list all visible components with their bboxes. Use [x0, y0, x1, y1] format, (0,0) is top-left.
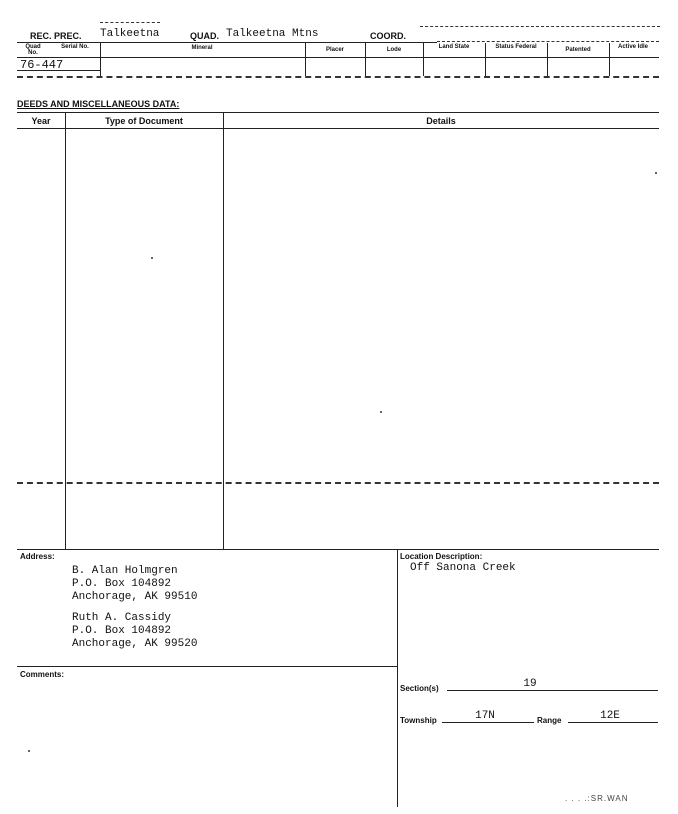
col-status-federal: Status Federal — [495, 44, 537, 50]
col-patented: Patented — [565, 47, 591, 53]
range-value: 12E — [600, 710, 620, 722]
status-divider — [485, 43, 486, 76]
owner-1-city: Anchorage, AK 99510 — [72, 591, 198, 603]
deeds-top-rule — [17, 112, 659, 113]
quad-label: QUAD. — [190, 31, 219, 41]
col-land-state: Land State — [438, 44, 470, 50]
scan-speck — [151, 257, 153, 259]
col-active-idle: Active Idle — [617, 44, 648, 50]
comments-label: Comments: — [20, 670, 65, 679]
section-label: Section(s) — [400, 684, 439, 693]
deeds-header-rule — [17, 128, 659, 129]
col-year: Year — [31, 116, 51, 126]
owner-2-city: Anchorage, AK 99520 — [72, 638, 198, 650]
location-description-value: Off Sanona Creek — [410, 562, 516, 574]
col-mineral: Mineral — [191, 45, 213, 51]
location-description-label: Location Description: — [400, 552, 483, 561]
deeds-divider-year — [65, 112, 66, 550]
address-location-divider — [397, 549, 398, 807]
top-scan-mark-right — [420, 26, 660, 27]
owner-2-name: Ruth A. Cassidy — [72, 612, 172, 624]
top-scan-mark — [100, 22, 160, 23]
quad-value: Talkeetna Mtns — [226, 28, 319, 40]
header-rule — [17, 42, 437, 43]
scan-speck — [655, 172, 657, 174]
range-line — [568, 722, 658, 723]
col-placer: Placer — [325, 47, 344, 53]
owner-1-street: P.O. Box 104892 — [72, 578, 172, 590]
range-label: Range — [537, 716, 562, 725]
status-divider — [365, 43, 366, 76]
col-quad-no: Quad No. — [25, 44, 41, 56]
address-top-rule — [17, 549, 659, 550]
scan-speck — [28, 750, 30, 752]
quad-underline — [17, 70, 100, 71]
deeds-dashed-rule — [17, 482, 659, 484]
owner-2-street: P.O. Box 104892 — [72, 625, 172, 637]
rec-prec-value: Talkeetna — [100, 28, 160, 40]
township-label: Township — [400, 716, 437, 725]
deeds-section-title: DEEDS AND MISCELLANEOUS DATA: — [17, 99, 180, 109]
township-line — [442, 722, 534, 723]
scan-speck — [380, 411, 382, 413]
owner-1-name: B. Alan Holmgren — [72, 565, 178, 577]
rec-prec-label: REC. PREC. — [30, 31, 82, 41]
section-value: 19 — [523, 678, 537, 690]
col-type-of-document: Type of Document — [105, 116, 183, 126]
address-label: Address: — [20, 552, 55, 561]
footer-stamp: . . . .:SR.WAN — [565, 794, 629, 803]
status-divider — [100, 43, 101, 76]
section-line — [447, 690, 658, 691]
status-header-rule — [17, 57, 659, 58]
col-lode: Lode — [386, 47, 402, 53]
status-divider — [423, 43, 424, 76]
header-rule-dashed — [437, 41, 659, 42]
quad-serial-value: 76-447 — [20, 58, 64, 72]
comments-top-rule — [17, 666, 397, 667]
status-divider — [547, 43, 548, 76]
township-value: 17N — [475, 710, 495, 722]
coord-label: COORD. — [370, 31, 406, 41]
col-details: Details — [426, 116, 456, 126]
status-bottom-rule — [17, 76, 659, 78]
status-divider — [305, 43, 306, 76]
deeds-divider-type — [223, 112, 224, 550]
status-divider — [609, 43, 610, 76]
col-serial-no: Serial No. — [61, 44, 89, 50]
